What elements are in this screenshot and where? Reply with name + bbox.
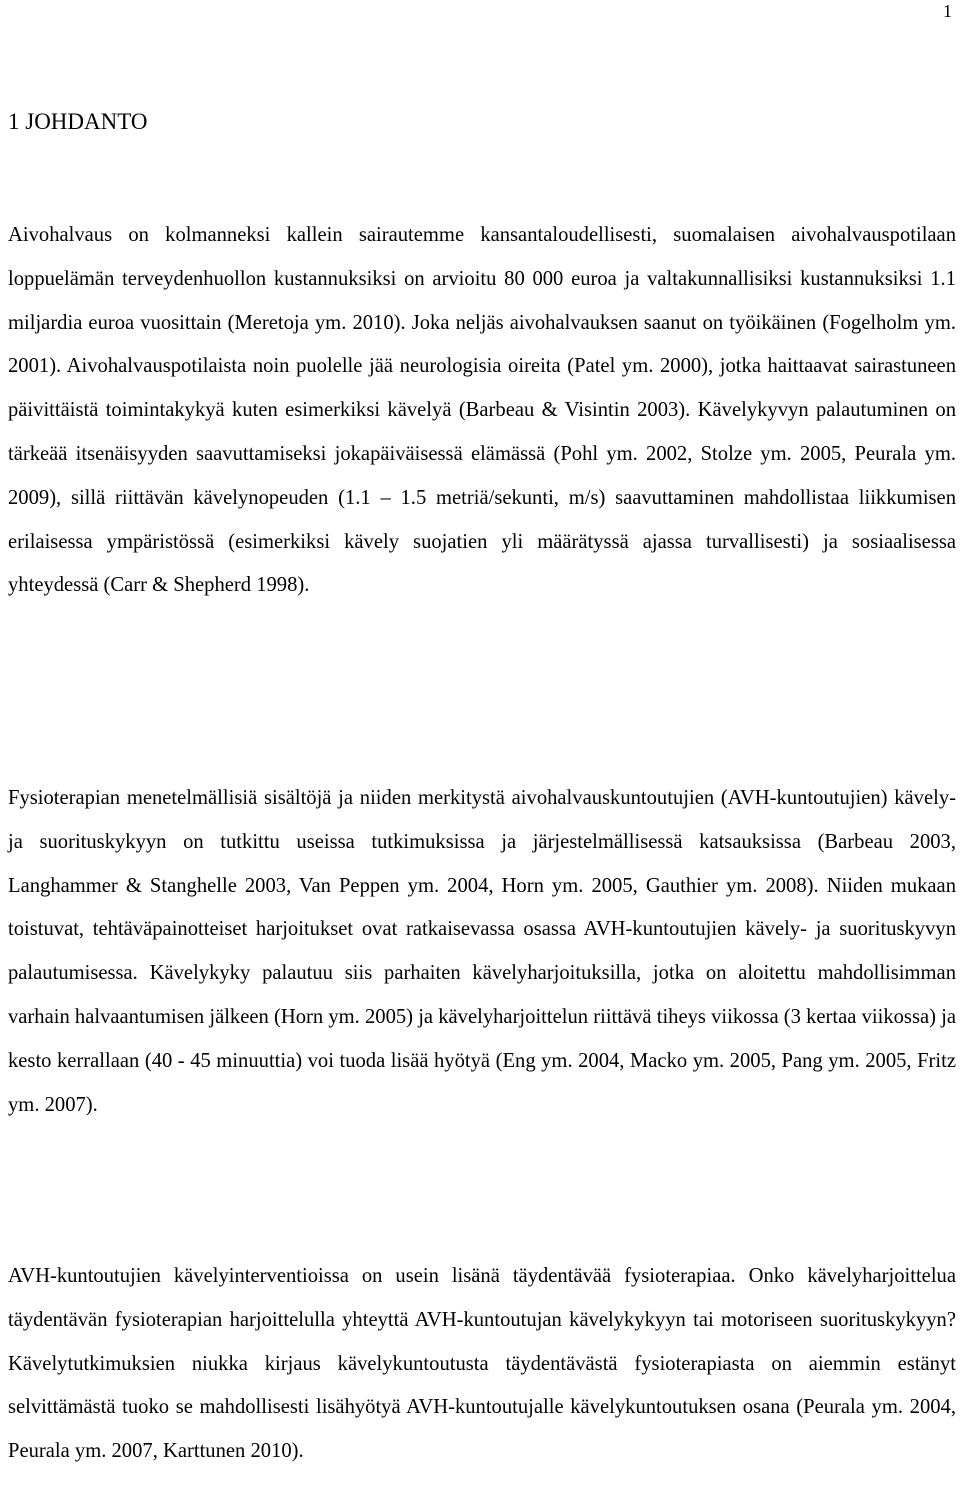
paragraph-research-question: AVH-kuntoutujien kävelyinterventioissa on usein lisänä täydentävää fysioterapiaa. Onko kävelyharjoittelua täydentävän fysioterapian harjoittelulla yhteyttä AVH-kuntoutujan kävelykykyyn tai motoriseen suorituskykyyn? Kävelytutkimuksien niukka kirjaus kävelykuntoutusta täydentävästä fysioterapiasta on aiemmin estänyt selvittämästä tuoko se mahdollisesti lisähyötyä AVH-kuntoutujalle kävelykuntoutuksen osana (Peurala ym. 2004, Peurala ym. 2007, Karttunen 2010).: [8, 1265, 956, 1463]
section-heading: 1 JOHDANTO: [8, 109, 148, 134]
paragraph-physiotherapy: Fysioterapian menetelmällisiä sisältöjä ja niiden merkitystä aivohalvauskuntoutujien (AVH-kuntoutujien) kävely- ja suorituskykyyn on tutkittu useissa tutkimuksissa ja järjestelmällisessä katsauksissa (Barbeau 2003, Langhammer & Stanghelle 2003, Van Peppen ym. 2004, Horn ym. 2005, Gauthier ym. 2008). Niiden mukaan toistuvat, tehtäväpainotteiset harjoitukset ovat ratkaisevassa osassa AVH-kuntoutujien kävely- ja suorituskyvyn palautumisessa. Kävelykyky palautuu siis parhaiten kävelyharjoituksilla, jotka on aloitettu mahdollisimman varhain halvaantumisen jälkeen (Horn ym. 2005) ja kävelyharjoittelun riittävä tiheys viikossa (3 kertaa viikossa) ja kesto kerrallaan (40 - 45 minuuttia) voi tuoda lisää hyötyä (Eng ym. 2004, Macko ym. 2005, Pang ym. 2005, Fritz ym. 2007).: [8, 787, 956, 1116]
page-number: 1: [943, 1, 952, 21]
paragraph-intro: Aivohalvaus on kolmanneksi kallein sairautemme kansantaloudellisesti, suomalaisen aivohalvauspotilaan loppuelämän terveydenhuollon kustannuksiksi on arvioitu 80 000 euroa ja valtakunnallisiksi kustannuksiksi 1.1 miljardia euroa vuosittain (Meretoja ym. 2010). Joka neljäs aivohalvauksen saanut on työikäinen (Fogelholm ym. 2001). Aivohalvauspotilaista noin puolelle jää neurologisia oireita (Patel ym. 2000), jotka haittaavat sairastuneen päivittäistä toimintakykyä kuten esimerkiksi kävelyä (Barbeau & Visintin 2003). Kävelykyvyn palautuminen on tärkeää itsenäisyyden saavuttamiseksi jokapäiväisessä elämässä (Pohl ym. 2002, Stolze ym. 2005, Peurala ym. 2009), sillä riittävän kävelynopeuden (1.1 – 1.5 metriä/sekunti, m/s) saavuttaminen mahdollistaa liikkumisen erilaisessa ympäristössä (esimerkiksi kävely suojatien yli määrätyssä ajassa turvallisesti) ja sosiaalisessa yhteydessä (Carr & Shepherd 1998).: [8, 224, 956, 597]
